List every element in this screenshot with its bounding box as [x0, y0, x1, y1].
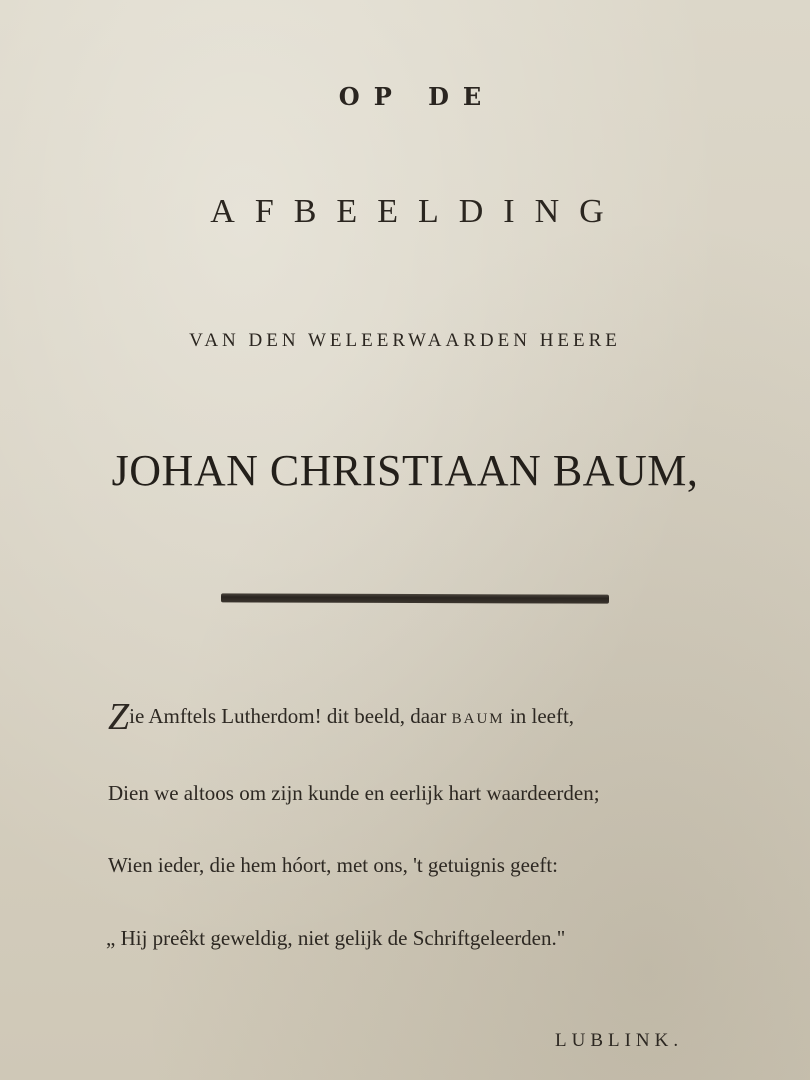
poem-line-2: Dien we altoos om zijn kunde en eerlijk hart waardeerden; [108, 781, 600, 805]
poem-line-3: Wien ieder, die hem hóort, met ons, 't getuignis geeft: [108, 853, 558, 877]
heading-op-de: OP DE [338, 82, 496, 111]
heading-afbeelding: AFBEELDING [210, 193, 624, 230]
poem-line-1 [108, 698, 574, 736]
heading-van-den: VAN DEN WELEERWAARDEN HEERE [189, 330, 621, 351]
ornamental-rule [221, 593, 609, 603]
poem-line-1-text: ie Amftels Lutherdom! dit beeld, daar [129, 704, 452, 728]
poem-line-4: „ Hij preêkt geweldig, niet gelijk de Schriftgeleerden." [106, 926, 566, 950]
poem-line-1-name: BAUM [451, 711, 505, 727]
heading-name: JOHAN CHRISTIAAN BAUM, [111, 446, 699, 495]
poem-initial: Z [108, 696, 130, 738]
poem-line-1-end: in leeft, [504, 704, 575, 728]
author-signature: LUBLINK. [555, 1030, 684, 1051]
